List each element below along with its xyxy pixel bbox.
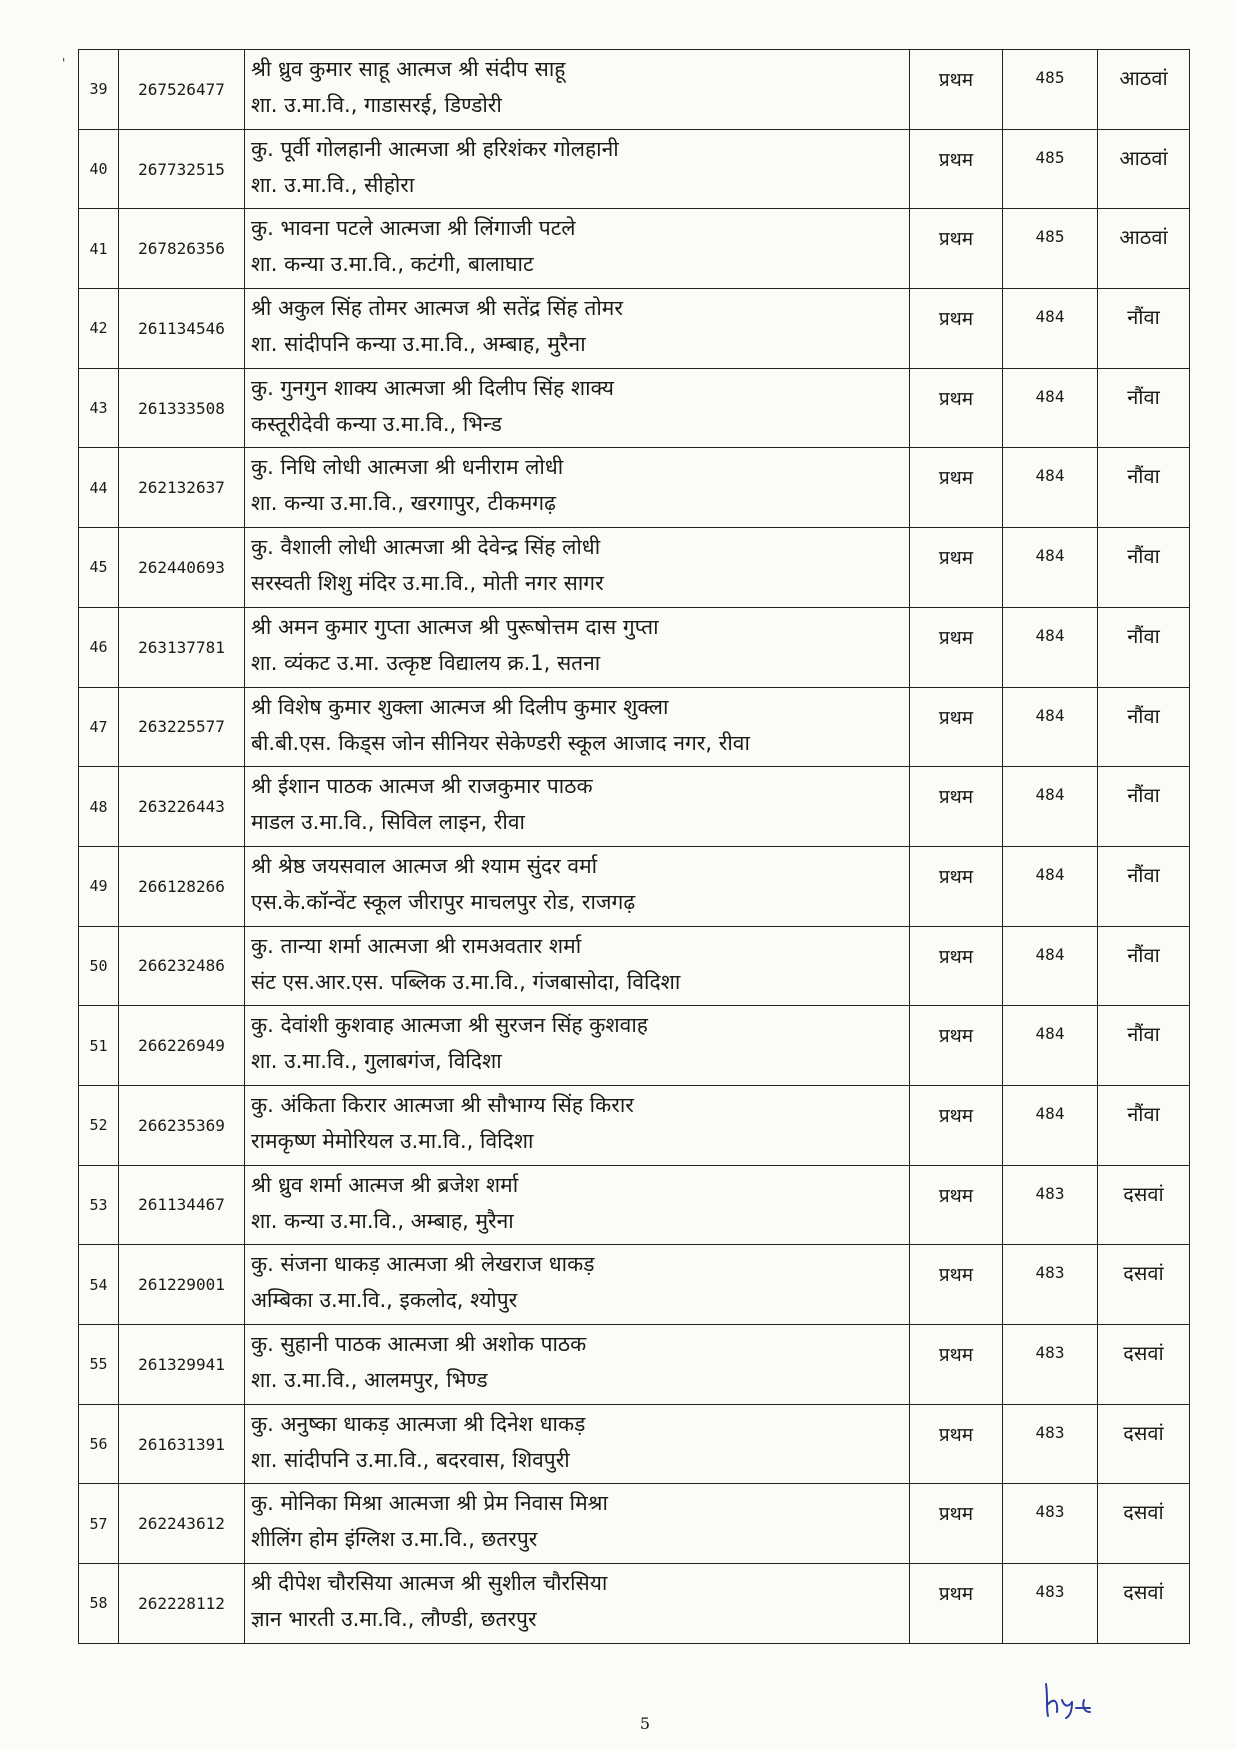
rank: नौंवा xyxy=(1127,623,1160,648)
roll-number: 261333508 xyxy=(119,368,245,448)
student-name: कु. संजना धाकड़ आत्मजा श्री लेखराज धाकड़ xyxy=(251,1252,595,1277)
marks-cell xyxy=(1003,209,1098,289)
rank-cell xyxy=(1098,1245,1190,1325)
table-row xyxy=(79,368,1190,448)
school-name: शा. सांदीपनि कन्या उ.मा.वि., अम्बाह, मुरैना xyxy=(251,332,586,357)
roll-number: 262132637 xyxy=(119,448,245,528)
division-cell xyxy=(910,1085,1003,1165)
division-cell xyxy=(910,1325,1003,1405)
marks-cell xyxy=(1003,289,1098,369)
student-info xyxy=(245,607,910,687)
student-info xyxy=(245,1006,910,1086)
roll-number: 261134546 xyxy=(119,289,245,369)
serial-number: 52 xyxy=(79,1085,119,1165)
table-row xyxy=(79,926,1190,1006)
marks: 483 xyxy=(1035,1183,1065,1203)
rank-cell xyxy=(1098,209,1190,289)
school-name: शा. सांदीपनि उ.मा.वि., बदरवास, शिवपुरी xyxy=(251,1447,570,1472)
marks-cell xyxy=(1003,1325,1098,1405)
rank: आठवां xyxy=(1119,225,1168,250)
serial-number: 54 xyxy=(79,1245,119,1325)
rank-cell xyxy=(1098,528,1190,608)
serial-number: 51 xyxy=(79,1006,119,1086)
division: प्रथम xyxy=(938,1583,974,1606)
rank: नौंवा xyxy=(1127,1022,1160,1047)
division: प्रथम xyxy=(938,1184,974,1207)
division-cell xyxy=(910,1484,1003,1564)
division: प्रथम xyxy=(938,467,974,490)
student-info xyxy=(245,1404,910,1484)
marks: 483 xyxy=(1035,1263,1065,1283)
table-row xyxy=(79,1564,1190,1644)
marks: 484 xyxy=(1035,1103,1065,1123)
division: प्रथम xyxy=(938,308,974,331)
roll-number: 263137781 xyxy=(119,607,245,687)
serial-number: 57 xyxy=(79,1484,119,1564)
division-cell xyxy=(910,50,1003,130)
student-info xyxy=(245,1564,910,1644)
table-row xyxy=(79,1325,1190,1405)
school-name: शा. कन्या उ.मा.वि., कटंगी, बालाघाट xyxy=(251,252,534,277)
student-info xyxy=(245,1325,910,1405)
division: प्रथम xyxy=(938,69,974,91)
division-cell xyxy=(910,1245,1003,1325)
page-number: 5 xyxy=(639,1714,651,1733)
roll-number: 261134467 xyxy=(119,1165,245,1245)
school-name: शीलिंग होम इंग्लिश उ.मा.वि., छतरपुर xyxy=(251,1527,538,1552)
serial-number: 55 xyxy=(79,1325,119,1405)
division-cell xyxy=(910,607,1003,687)
table-row xyxy=(79,129,1190,209)
student-info xyxy=(245,289,910,369)
school-name: एस.के.कॉन्वेंट स्कूल जीरापुर माचलपुर रोड, राजगढ़ xyxy=(251,889,636,914)
rank-cell xyxy=(1098,129,1190,209)
division: प्रथम xyxy=(938,865,974,888)
division: प्रथम xyxy=(938,1503,974,1526)
rank: नौंवा xyxy=(1127,783,1160,808)
roll-number: 261631391 xyxy=(119,1404,245,1484)
rank-cell xyxy=(1098,767,1190,847)
rank: दसवां xyxy=(1123,1181,1164,1206)
rank: दसवां xyxy=(1123,1500,1164,1525)
student-info xyxy=(245,209,910,289)
rank-cell xyxy=(1098,289,1190,369)
roll-number: 262440693 xyxy=(119,528,245,608)
serial-number: 49 xyxy=(79,846,119,926)
marks-cell xyxy=(1003,846,1098,926)
student-name: कु. गुनगुन शाक्य आत्मजा श्री दिलीप सिंह शाक्य xyxy=(251,375,614,400)
table-row xyxy=(79,50,1190,130)
roll-number: 266128266 xyxy=(119,846,245,926)
serial-number: 41 xyxy=(79,209,119,289)
rank-cell xyxy=(1098,448,1190,528)
division-cell xyxy=(910,368,1003,448)
student-info xyxy=(245,368,910,448)
division: प्रथम xyxy=(938,1344,974,1366)
student-name: कु. भावना पटले आत्मजा श्री लिंगाजी पटले xyxy=(251,216,576,241)
division-cell xyxy=(910,209,1003,289)
roll-number: 267526477 xyxy=(119,50,245,130)
roll-number: 263226443 xyxy=(119,767,245,847)
rank-cell xyxy=(1098,1006,1190,1086)
roll-number: 262243612 xyxy=(119,1484,245,1564)
school-name: रामकृष्ण मेमोरियल उ.मा.वि., विदिशा xyxy=(251,1128,534,1153)
marks: 484 xyxy=(1035,785,1065,805)
division: प्रथम xyxy=(938,148,974,171)
student-info xyxy=(245,528,910,608)
student-name: कु. निधि लोधी आत्मजा श्री धनीराम लोधी xyxy=(251,455,564,480)
marks: 483 xyxy=(1035,1422,1065,1442)
merit-list-table xyxy=(78,49,1190,1644)
table-row xyxy=(79,1245,1190,1325)
division-cell xyxy=(910,926,1003,1006)
student-info xyxy=(245,1165,910,1245)
division-cell xyxy=(910,687,1003,767)
school-name: शा. उ.मा.वि., सीहोरा xyxy=(251,172,415,197)
student-info xyxy=(245,767,910,847)
table-row xyxy=(79,209,1190,289)
table-row xyxy=(79,528,1190,608)
roll-number: 262228112 xyxy=(119,1564,245,1644)
rank-cell xyxy=(1098,926,1190,1006)
marks-cell xyxy=(1003,1245,1098,1325)
school-name: शा. कन्या उ.मा.वि., अम्बाह, मुरैना xyxy=(251,1208,514,1233)
serial-number: 56 xyxy=(79,1404,119,1484)
division-cell xyxy=(910,528,1003,608)
rank: नौंवा xyxy=(1127,305,1160,330)
serial-number: 50 xyxy=(79,926,119,1006)
marks: 485 xyxy=(1035,68,1065,87)
signature-mark xyxy=(1040,1678,1100,1722)
table-row xyxy=(79,607,1190,687)
division: प्रथम xyxy=(938,1025,974,1048)
rank: नौंवा xyxy=(1127,703,1160,728)
serial-number: 44 xyxy=(79,448,119,528)
division: प्रथम xyxy=(938,1423,974,1446)
marks: 483 xyxy=(1035,1582,1065,1602)
table-row xyxy=(79,1484,1190,1564)
rank-cell xyxy=(1098,1325,1190,1405)
marks: 484 xyxy=(1035,386,1065,406)
marks-cell xyxy=(1003,767,1098,847)
student-name: कु. सुहानी पाठक आत्मजा श्री अशोक पाठक xyxy=(251,1332,587,1356)
school-name: शा. उ.मा.वि., गाडासरई, डिण्डोरी xyxy=(251,93,502,117)
rank-cell xyxy=(1098,1484,1190,1564)
student-name: कु. मोनिका मिश्रा आत्मजा श्री प्रेम निवास मिश्रा xyxy=(251,1491,608,1516)
rank: नौंवा xyxy=(1127,1101,1160,1126)
rank-cell xyxy=(1098,607,1190,687)
school-name: शा. उ.मा.वि., गुलाबगंज, विदिशा xyxy=(251,1049,502,1074)
student-name: श्री ध्रुव कुमार साहू आत्मज श्री संदीप साहू xyxy=(251,57,566,81)
serial-number: 48 xyxy=(79,767,119,847)
school-name: अम्बिका उ.मा.वि., इकलोद, श्योपुर xyxy=(251,1288,518,1313)
marks-cell xyxy=(1003,129,1098,209)
rank: नौंवा xyxy=(1127,862,1160,887)
division-cell xyxy=(910,767,1003,847)
rank-cell xyxy=(1098,846,1190,926)
marks: 484 xyxy=(1035,546,1065,566)
roll-number: 267826356 xyxy=(119,209,245,289)
division: प्रथम xyxy=(938,1264,974,1287)
marks: 484 xyxy=(1035,864,1065,884)
school-name: सरस्वती शिशु मंदिर उ.मा.वि., मोती नगर सागर xyxy=(251,571,604,596)
marks: 485 xyxy=(1035,147,1065,167)
school-name: शा. उ.मा.वि., आलमपुर, भिण्ड xyxy=(251,1368,488,1392)
serial-number: 42 xyxy=(79,289,119,369)
table-row xyxy=(79,767,1190,847)
table-row xyxy=(79,687,1190,767)
division-cell xyxy=(910,1165,1003,1245)
student-info xyxy=(245,448,910,528)
division-cell xyxy=(910,1564,1003,1644)
rank: नौंवा xyxy=(1127,942,1160,967)
marks-cell xyxy=(1003,1006,1098,1086)
school-name: शा. व्यंकट उ.मा. उत्कृष्ट विद्यालय क्र.1, सतना xyxy=(251,650,601,675)
student-name: कु. वैशाली लोधी आत्मजा श्री देवेन्द्र सिंह लोधी xyxy=(251,535,601,560)
school-name: माडल उ.मा.वि., सिविल लाइन, रीवा xyxy=(251,810,525,835)
school-name: बी.बी.एस. किड्स जोन सीनियर सेकेण्डरी स्कूल आजाद नगर, रीवा xyxy=(251,730,750,755)
student-info xyxy=(245,1484,910,1564)
rank-cell xyxy=(1098,1085,1190,1165)
school-name: कस्तूरीदेवी कन्या उ.मा.वि., भिन्ड xyxy=(251,411,502,436)
student-name: कु. अनुष्का धाकड़ आत्मजा श्री दिनेश धाकड़ xyxy=(251,1411,586,1436)
marks-cell xyxy=(1003,1404,1098,1484)
student-name: श्री अकुल सिंह तोमर आत्मज श्री सतेंद्र सिंह तोमर xyxy=(251,296,623,321)
roll-number: 261329941 xyxy=(119,1325,245,1405)
marks-cell xyxy=(1003,607,1098,687)
table-row xyxy=(79,1165,1190,1245)
student-name: कु. अंकिता किरार आत्मजा श्री सौभाग्य सिंह किरार xyxy=(251,1092,634,1117)
roll-number: 266226949 xyxy=(119,1006,245,1086)
division-cell xyxy=(910,1404,1003,1484)
rank: नौंवा xyxy=(1127,544,1160,569)
division-cell xyxy=(910,448,1003,528)
marks-cell xyxy=(1003,926,1098,1006)
student-info xyxy=(245,926,910,1006)
division: प्रथम xyxy=(938,547,974,570)
table-row xyxy=(79,1006,1190,1086)
marks: 483 xyxy=(1035,1502,1065,1522)
table-row xyxy=(79,1085,1190,1165)
division-cell xyxy=(910,129,1003,209)
table-row xyxy=(79,1404,1190,1484)
division: प्रथम xyxy=(938,706,974,729)
marks: 483 xyxy=(1035,1343,1065,1362)
serial-number: 40 xyxy=(79,129,119,209)
rank: नौंवा xyxy=(1127,384,1160,409)
rank: दसवां xyxy=(1123,1261,1164,1286)
roll-number: 261229001 xyxy=(119,1245,245,1325)
division-cell xyxy=(910,1006,1003,1086)
roll-number: 266232486 xyxy=(119,926,245,1006)
student-name: श्री ध्रुव शर्मा आत्मज श्री ब्रजेश शर्मा xyxy=(251,1172,519,1197)
serial-number: 43 xyxy=(79,368,119,448)
student-info xyxy=(245,1085,910,1165)
student-info xyxy=(245,1245,910,1325)
division-cell xyxy=(910,846,1003,926)
stray-mark: ' xyxy=(62,56,66,70)
rank-cell xyxy=(1098,1404,1190,1484)
rank: दसवां xyxy=(1123,1580,1164,1605)
marks: 484 xyxy=(1035,705,1065,725)
marks: 484 xyxy=(1035,625,1065,645)
school-name: संट एस.आर.एस. पब्लिक उ.मा.वि., गंजबासोदा, विदिशा xyxy=(251,969,681,994)
rank: नौंवा xyxy=(1127,464,1160,489)
table-row xyxy=(79,846,1190,926)
roll-number: 266235369 xyxy=(119,1085,245,1165)
marks-cell xyxy=(1003,368,1098,448)
serial-number: 45 xyxy=(79,528,119,608)
roll-number: 267732515 xyxy=(119,129,245,209)
rank: दसवां xyxy=(1123,1341,1164,1365)
rank-cell xyxy=(1098,1165,1190,1245)
division: प्रथम xyxy=(938,786,974,809)
rank-cell xyxy=(1098,368,1190,448)
student-name: श्री अमन कुमार गुप्ता आत्मज श्री पुरूषोत्तम दास गुप्ता xyxy=(251,614,659,639)
student-name: श्री श्रेष्ठ जयसवाल आत्मज श्री श्याम सुंदर वर्मा xyxy=(251,853,598,878)
student-info xyxy=(245,50,910,130)
student-name: कु. पूर्वी गोलहानी आत्मजा श्री हरिशंकर गोलहानी xyxy=(251,136,619,161)
marks: 484 xyxy=(1035,307,1065,327)
roll-number: 263225577 xyxy=(119,687,245,767)
marks-cell xyxy=(1003,1165,1098,1245)
division: प्रथम xyxy=(938,387,974,410)
student-info xyxy=(245,687,910,767)
school-name: शा. कन्या उ.मा.वि., खरगापुर, टीकमगढ़ xyxy=(251,491,556,516)
division: प्रथम xyxy=(938,626,974,649)
serial-number: 39 xyxy=(79,50,119,130)
marks: 485 xyxy=(1035,227,1065,247)
student-info xyxy=(245,846,910,926)
school-name: ज्ञान भारती उ.मा.वि., लौण्डी, छतरपुर xyxy=(251,1607,537,1632)
rank-cell xyxy=(1098,1564,1190,1644)
marks-cell xyxy=(1003,1085,1098,1165)
marks: 484 xyxy=(1035,1024,1065,1044)
student-name: कु. तान्या शर्मा आत्मजा श्री रामअवतार शर्मा xyxy=(251,933,582,958)
division: प्रथम xyxy=(938,228,974,251)
marks: 484 xyxy=(1035,466,1065,486)
rank-cell xyxy=(1098,687,1190,767)
marks-cell xyxy=(1003,1564,1098,1644)
marks-cell xyxy=(1003,1484,1098,1564)
serial-number: 53 xyxy=(79,1165,119,1245)
merit-list-body xyxy=(79,50,1190,1644)
serial-number: 47 xyxy=(79,687,119,767)
marks-cell xyxy=(1003,448,1098,528)
serial-number: 46 xyxy=(79,607,119,687)
division: प्रथम xyxy=(938,1104,974,1127)
serial-number: 58 xyxy=(79,1564,119,1644)
marks: 484 xyxy=(1035,944,1065,964)
student-name: श्री ईशान पाठक आत्मज श्री राजकुमार पाठक xyxy=(251,774,593,799)
table-row xyxy=(79,448,1190,528)
rank: दसवां xyxy=(1123,1420,1164,1445)
table-row xyxy=(79,289,1190,369)
student-info xyxy=(245,129,910,209)
division: प्रथम xyxy=(938,945,974,968)
student-name: श्री दीपेश चौरसिया आत्मज श्री सुशील चौरसिया xyxy=(251,1571,608,1596)
marks-cell xyxy=(1003,50,1098,130)
division-cell xyxy=(910,289,1003,369)
student-name: श्री विशेष कुमार शुक्ला आत्मज श्री दिलीप कुमार शुक्ला xyxy=(251,694,669,719)
student-name: कु. देवांशी कुशवाह आत्मजा श्री सुरजन सिंह कुशवाह xyxy=(251,1013,648,1038)
marks-cell xyxy=(1003,528,1098,608)
rank: आठवां xyxy=(1119,145,1168,170)
rank: आठवां xyxy=(1119,66,1168,90)
rank-cell xyxy=(1098,50,1190,130)
marks-cell xyxy=(1003,687,1098,767)
